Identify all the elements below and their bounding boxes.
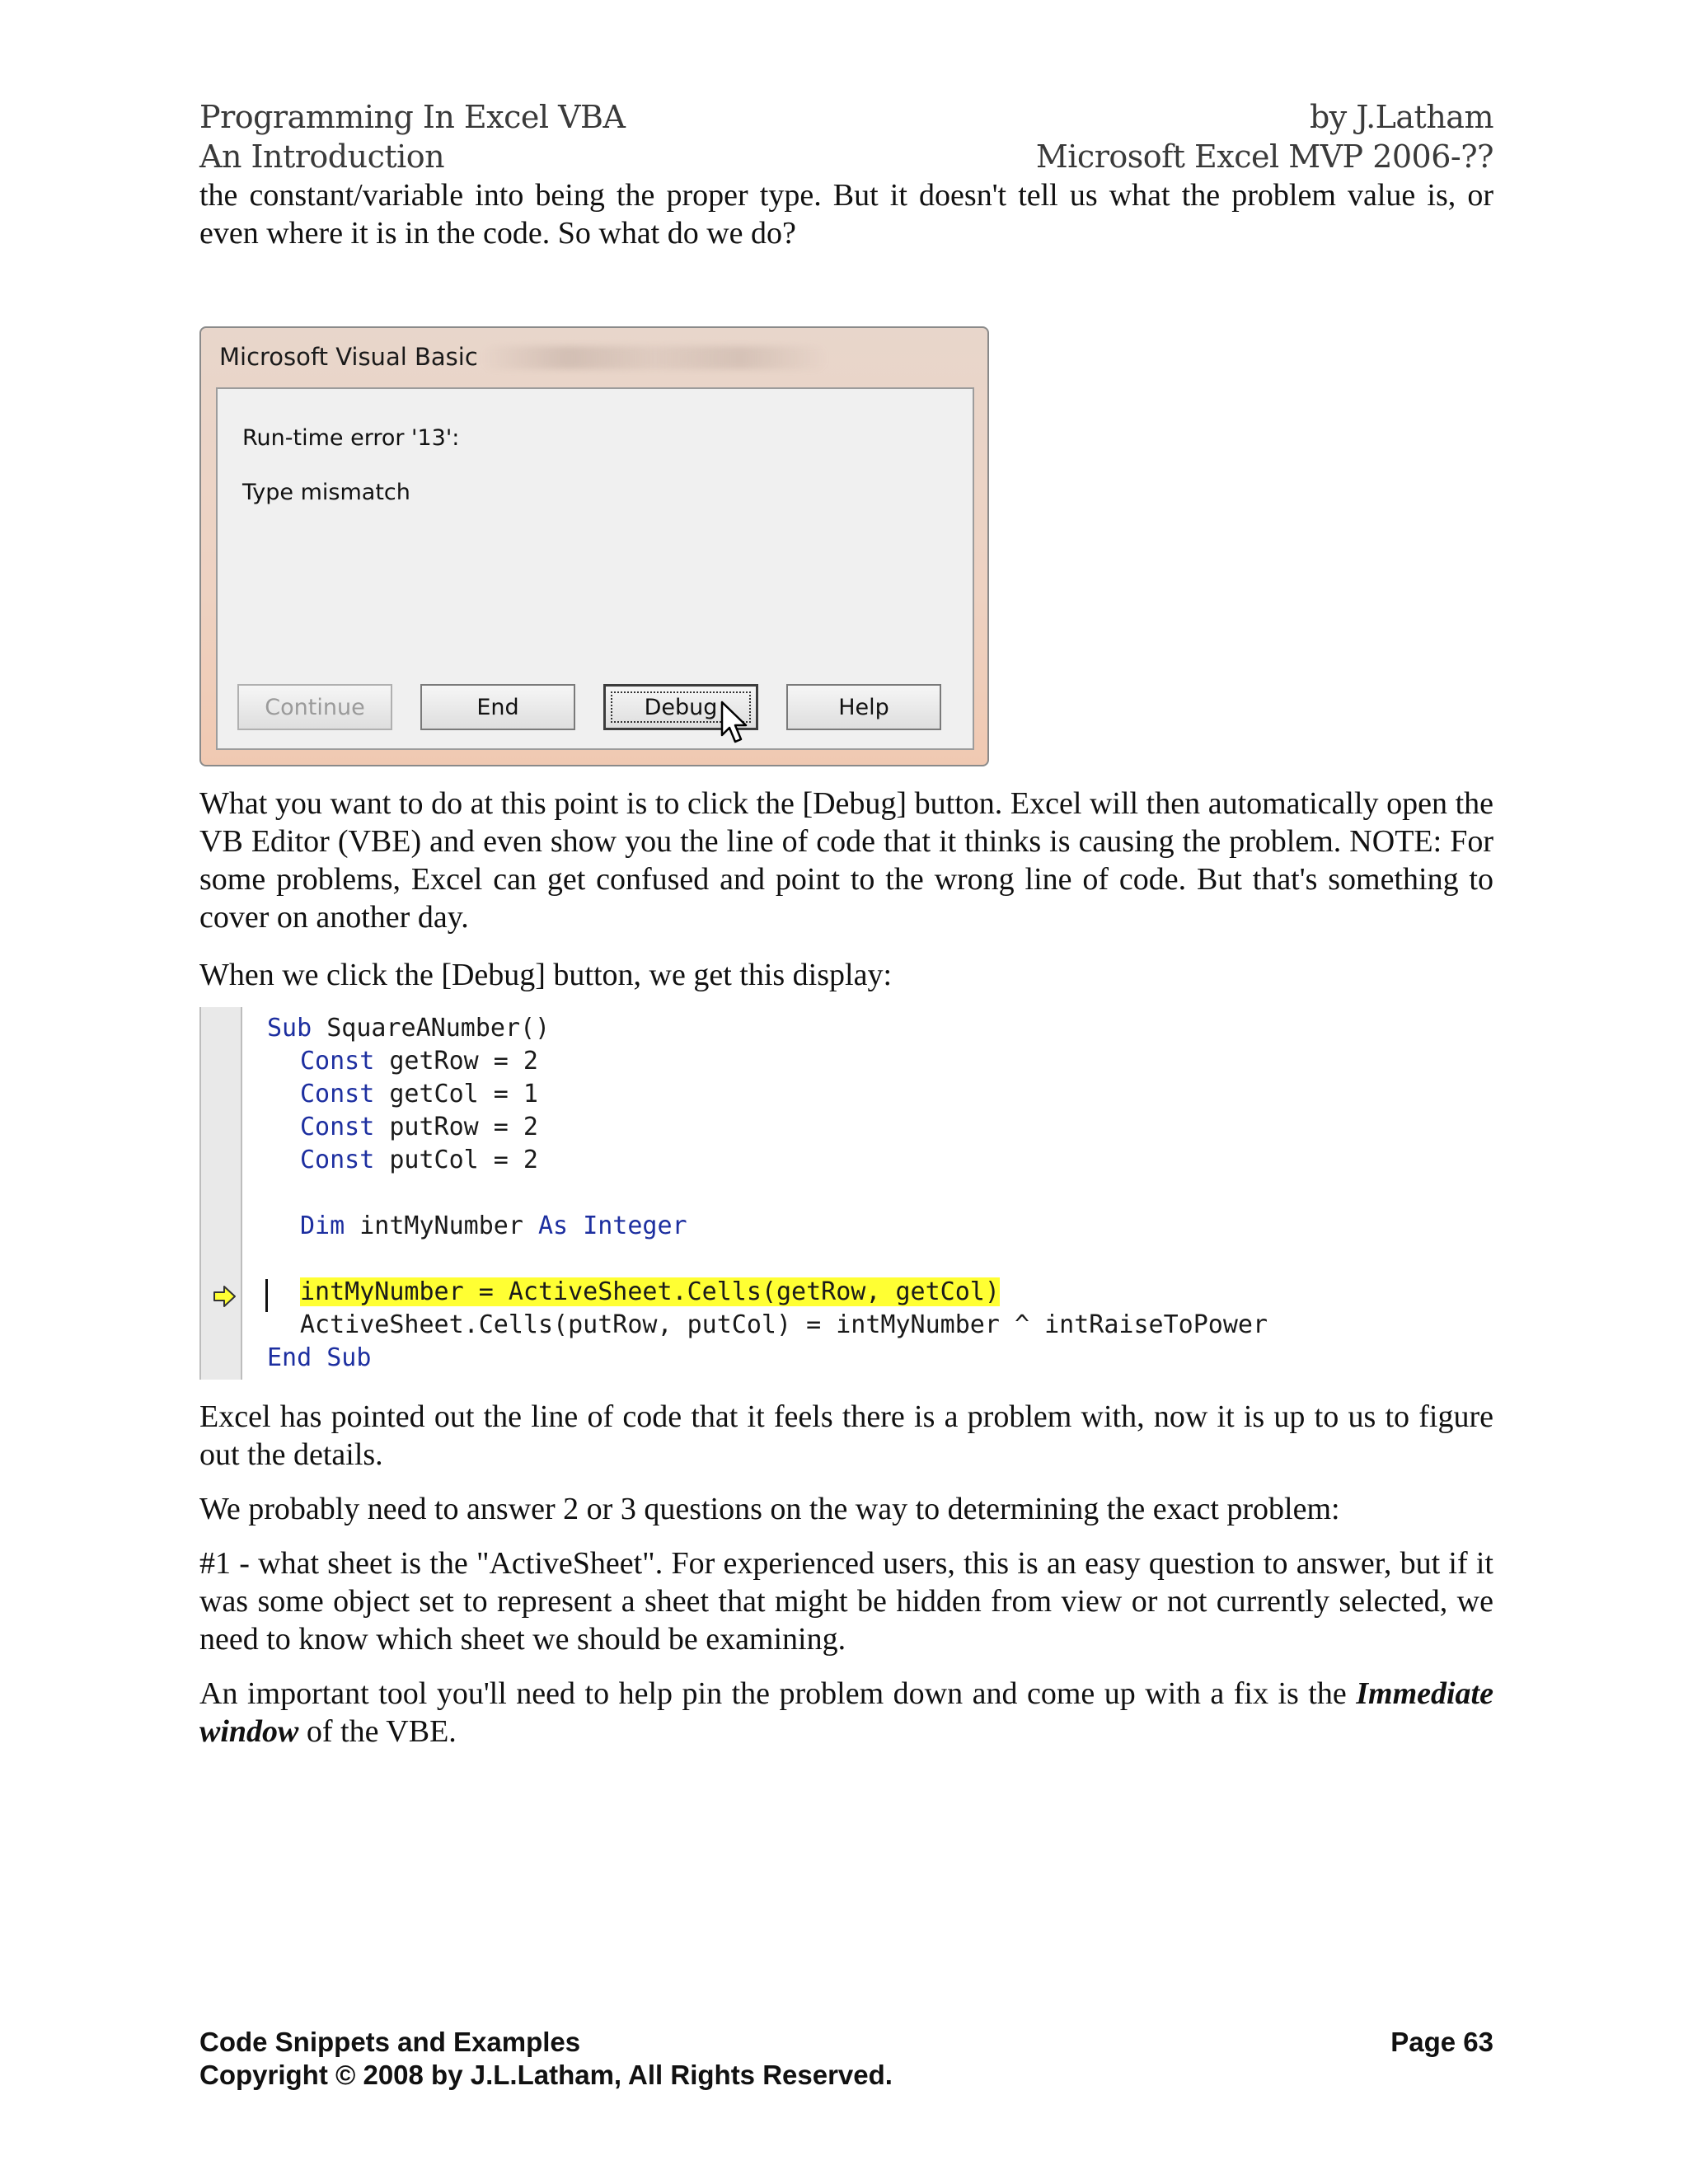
code-line-dim: Dim intMyNumber As Integer bbox=[300, 1212, 687, 1240]
code-line-sub: Sub SquareANumber() bbox=[267, 1014, 551, 1043]
intro-paragraph: the constant/variable into being the proper type. But it doesn't tell us what the problem value is, or even where it is in the code. So what do we do? bbox=[199, 178, 1493, 251]
error-message-text: Type mismatch bbox=[242, 480, 410, 505]
questions-paragraph: We probably need to answer 2 or 3 questions on the way to determining the exact problem: bbox=[199, 1492, 1340, 1526]
continue-button[interactable]: Continue bbox=[237, 684, 392, 730]
page-header bbox=[199, 97, 1493, 176]
error-dialog bbox=[199, 326, 989, 766]
question-1-paragraph: #1 - what sheet is the "ActiveSheet". For experienced users, this is an easy question to answer, but if it was some object set to represent a sheet that might be hidden from view or not currently selected, we need to know which sheet we should be examining. bbox=[199, 1546, 1493, 1657]
pointed-paragraph: Excel has pointed out the line of code that it feels there is a problem with, now it is up to us to figure out the details. bbox=[199, 1399, 1493, 1472]
header-author-credit: Microsoft Excel MVP 2006-?? bbox=[1035, 138, 1493, 175]
debug-paragraph: What you want to do at this point is to click the [Debug] button. Excel will then automatically open the VB Editor (VBE) and even show you the line of code that it thinks is causing the problem. NOTE: For some problems, Excel can get confused and point to the wrong line of code. But that's something to cover on another day. bbox=[199, 786, 1493, 935]
title-bar-blur bbox=[481, 346, 828, 369]
header-title: Programming In Excel VBA bbox=[199, 99, 626, 135]
text-caret bbox=[265, 1279, 268, 1312]
code-line-end-sub: End Sub bbox=[267, 1343, 372, 1372]
code-line-const-putcol: Const putCol = 2 bbox=[300, 1146, 538, 1174]
code-line-const-putrow: Const putRow = 2 bbox=[300, 1113, 538, 1141]
code-margin bbox=[199, 1007, 242, 1380]
tool-paragraph: An important tool you'll need to help pin the problem down and come up with a fix is the Immediate window of the VBE. bbox=[199, 1676, 1493, 1749]
end-button[interactable]: End bbox=[420, 684, 575, 730]
header-subtitle: An Introduction bbox=[199, 138, 445, 175]
footer-copyright: Copyright © 2008 by J.L.Latham, All Rights Reserved. bbox=[199, 2060, 893, 2090]
header-author: by J.Latham bbox=[1309, 99, 1493, 135]
page-footer bbox=[199, 2026, 1493, 2092]
code-line-highlighted bbox=[300, 1276, 1000, 1309]
code-line-const-getcol: Const getCol = 1 bbox=[300, 1080, 538, 1108]
execution-arrow-icon bbox=[213, 1284, 237, 1309]
code-line-assign: ActiveSheet.Cells(putRow, putCol) = intMyNumber ^ intRaiseToPower bbox=[300, 1310, 1268, 1339]
error-highlight: intMyNumber = ActiveSheet.Cells(getRow, getCol) bbox=[300, 1277, 1000, 1306]
error-code-text: Run-time error '13': bbox=[242, 425, 460, 451]
code-line-const-getrow: Const getRow = 2 bbox=[300, 1047, 538, 1076]
immediate-window-term: Immediate window bbox=[199, 1676, 1493, 1749]
help-button[interactable]: Help bbox=[786, 684, 941, 730]
mouse-pointer-icon bbox=[720, 701, 750, 745]
click-paragraph: When we click the [Debug] button, we get this display: bbox=[199, 958, 893, 992]
dialog-body bbox=[216, 387, 974, 750]
footer-section-title: Code Snippets and Examples bbox=[199, 2027, 581, 2057]
code-window bbox=[199, 1007, 1419, 1380]
debug-button-label: Debug bbox=[644, 694, 718, 720]
page-number: Page 63 bbox=[1390, 2027, 1493, 2057]
dialog-title: Microsoft Visual Basic bbox=[219, 343, 478, 371]
